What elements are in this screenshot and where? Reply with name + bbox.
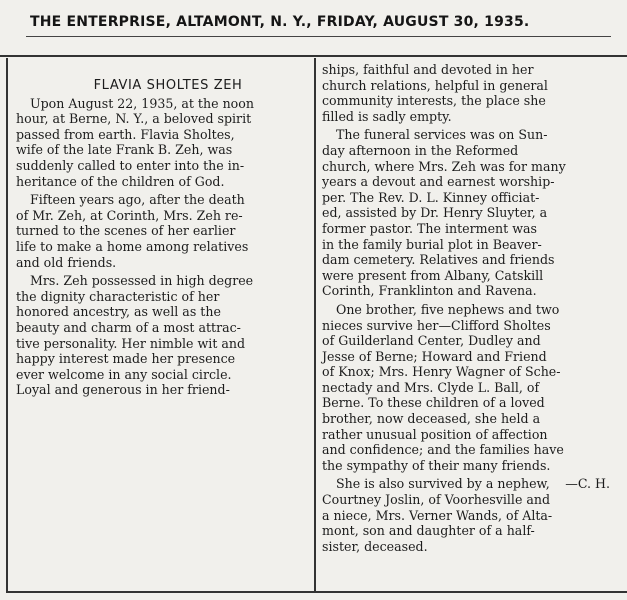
article-paragraph [16,273,310,398]
article-paragraph [322,62,622,124]
bottom-rule [316,591,627,593]
text-line: per. The Rev. D. L. Kinney officiat- [322,189,540,205]
text-line: honored ancestry, as well as the [16,304,221,320]
text-line: were present from Albany, Catskill [322,267,544,283]
text-line: in the family burial plot in Beaver- [322,236,542,252]
text-line: Loyal and generous in her friend- [16,382,230,398]
text-line: the dignity characteristic of her [16,288,220,304]
text-line: nieces survive her—Clifford Sholtes [322,317,551,333]
text-line: day afternoon in the Reformed [322,142,519,158]
column-divider [314,58,316,593]
text-line: rather unusual position of affection [322,426,548,442]
text-line: of Knox; Mrs. Henry Wagner of Sche- [322,364,561,380]
text-line: dam cemetery. Relatives and friends [322,252,555,268]
article-paragraph [322,476,622,554]
text-line: brother, now deceased, she held a [322,411,541,427]
text-line: community interests, the place she [322,93,546,109]
text-line: mont, son and daughter of a half- [322,523,535,539]
text-line: turned to the scenes of her earlier [16,223,236,239]
text-line: ships, faithful and devoted in her [322,62,534,77]
text-line: tive personality. Her nimble wit and [16,335,246,351]
text-line: of Guilderland Center, Dudley and [322,333,541,349]
text-line: a niece, Mrs. Verner Wands, of Alta- [322,507,553,523]
column-top-rule [0,55,627,57]
text-line: suddenly called to enter into the in- [16,157,245,173]
text-line: heritance of the children of God. [16,173,225,189]
masthead-rule [26,36,611,37]
text-line: and confidence; and the families have [322,442,564,458]
text-line: The funeral services was on Sun- [336,127,548,143]
text-line: happy interest made her presence [16,351,236,367]
article-paragraph [16,96,310,190]
text-line: life to make a home among relatives [16,238,249,254]
text-line: Courtney Joslin, of Voorhesville and [322,492,551,508]
text-line: the sympathy of their many friends. [322,457,551,473]
right-column [322,62,622,557]
text-line: church relations, helpful in general [322,77,548,93]
text-line: Fifteen years ago, after the death [30,192,245,208]
text-line: ed, assisted by Dr. Henry Sluyter, a [322,205,548,221]
article-headline: FLAVIA SHOLTES ZEH [93,78,243,93]
text-line: Berne. To these children of a loved [322,395,545,411]
text-line: ever welcome in any social circle. [16,366,232,382]
text-line: former pastor. The interment was [322,220,537,236]
text-line: church, where Mrs. Zeh was for many [322,158,566,174]
text-line: One brother, five nephews and two [336,301,560,317]
text-line: Jesse of Berne; Howard and Friend [322,348,547,364]
left-column [16,78,310,401]
text-line: nectady and Mrs. Clyde L. Ball, of [322,379,540,395]
text-line: of Mr. Zeh, at Corinth, Mrs. Zeh re- [16,207,243,223]
text-line: passed from earth. Flavia Sholtes, [16,126,235,142]
masthead-title: THE ENTERPRISE, ALTAMONT, N. Y., FRIDAY, AUGUST 30, 1935. [30,14,530,30]
article-paragraph [322,127,622,299]
text-line: hour, at Berne, N. Y., a beloved spirit [16,111,252,127]
text-line: Upon August 22, 1935, at the noon [30,95,254,111]
text-line: Corinth, Franklinton and Ravena. [322,283,537,299]
masthead [0,0,627,40]
text-line: sister, deceased. [322,538,428,554]
signoff: —C. H. [565,476,610,492]
text-line: wife of the late Frank B. Zeh, was [16,142,233,158]
article-paragraph [16,192,310,270]
article-paragraph [322,302,622,474]
text-line: years a devout and earnest worship- [322,174,555,190]
text-line: Mrs. Zeh possessed in high degree [30,273,254,289]
text-line: filled is sadly empty. [322,108,452,124]
text-line: beauty and charm of a most attrac- [16,319,241,335]
text-line: and old friends. [16,254,117,270]
text-line: She is also survived by a nephew, [336,476,550,492]
